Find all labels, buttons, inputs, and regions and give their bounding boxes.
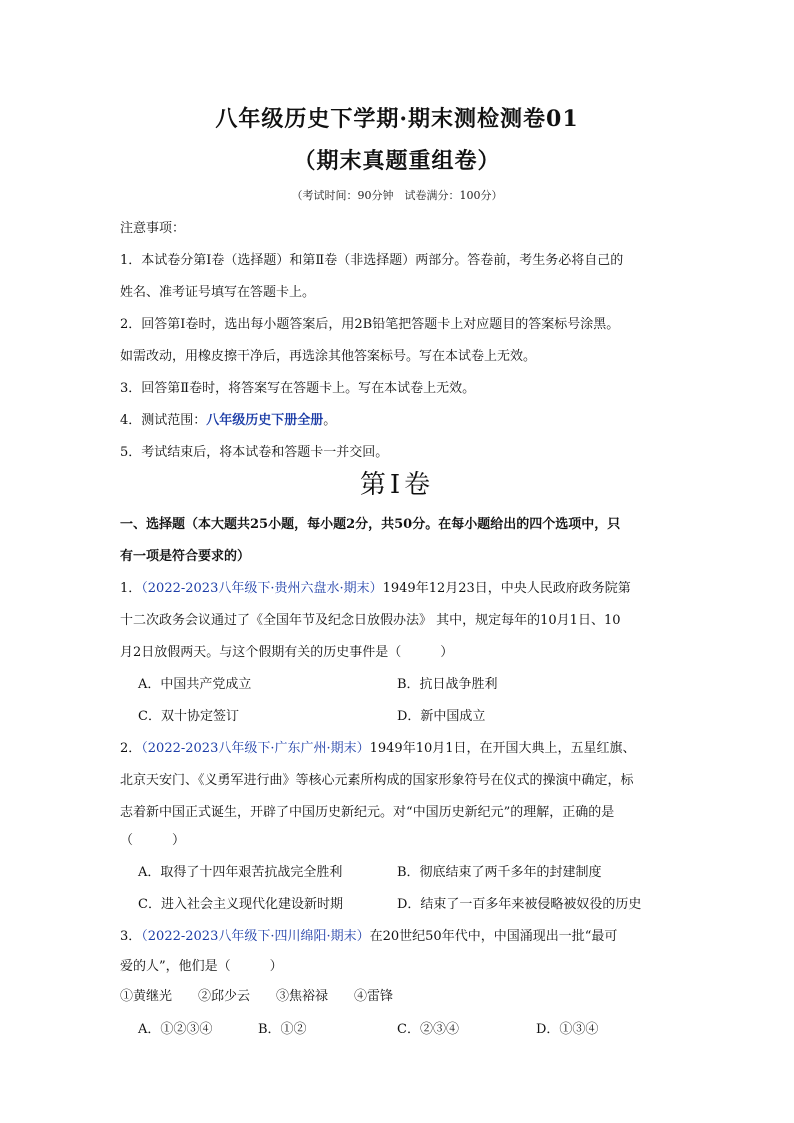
note-1-line-1: 1．本试卷分第Ⅰ卷（选择题）和第Ⅱ卷（非选择题）两部分。答卷前，考生务必将自己的 — [120, 253, 624, 268]
note-4-scope: 八年级历史下册全册 — [206, 413, 324, 428]
exam-subtitle: （期末真题重组卷） — [293, 148, 501, 174]
note-4-prefix: 4．测试范围： — [120, 413, 207, 428]
q2-source: （2022-2023八年级下·广东广州·期末） — [141, 741, 370, 756]
q3-line-1 — [120, 925, 617, 944]
q3-option-d[interactable]: D．①③④ — [536, 1022, 599, 1037]
q1-line-3: 月2日放假两天。与这个假期有关的历史事件是（ ） — [120, 645, 454, 660]
section-title: 第Ⅰ卷 — [359, 470, 435, 500]
q2-option-c[interactable]: C．进入社会主义现代化建设新时期 — [138, 897, 343, 912]
q2-option-b[interactable]: B．彻底结束了两千多年的封建制度 — [397, 865, 602, 880]
q2-option-d[interactable]: D．结束了一百多年来被侵略被奴役的历史 — [397, 897, 642, 912]
q2-text-1: 1949年10月1日，在开国大典上，五星红旗、 — [369, 741, 636, 756]
exam-meta: （考试时间：90分钟 试卷满分：100分） — [291, 189, 503, 202]
note-2-line-2: 如需改动，用橡皮擦干净后，再选涂其他答案标号。写在本试卷上无效。 — [120, 349, 537, 364]
q3-items: ①黄继光 ②邱少云 ③焦裕禄 ④雷锋 — [120, 989, 394, 1004]
q3-source: （2022-2023八年级下·四川绵阳·期末） — [141, 929, 370, 944]
q2-number: 2． — [120, 741, 142, 756]
note-2-line-1: 2．回答第Ⅰ卷时，选出每小题答案后，用2B铅笔把答题卡上对应题目的答案标号涂黑。 — [120, 317, 620, 332]
q3-option-b[interactable]: B．①② — [258, 1022, 307, 1037]
note-4 — [120, 409, 336, 428]
q1-line-2: 十二次政务会议通过了《全国年节及纪念日放假办法》 其中，规定每年的10月1日、10 — [120, 613, 621, 628]
q1-option-d[interactable]: D．新中国成立 — [397, 709, 486, 724]
note-3: 3．回答第Ⅱ卷时，将答案写在答题卡上。写在本试卷上无效。 — [120, 381, 476, 396]
q3-number: 3． — [120, 929, 142, 944]
q2-line-2: 北京天安门、《义勇军进行曲》等核心元素所构成的国家形象符号在仪式的操演中确定，标 — [120, 773, 634, 788]
notes-heading: 注意事项： — [120, 221, 186, 236]
q2-line-3: 志着新中国正式诞生，开辟了中国历史新纪元。对“中国历史新纪元”的理解，正确的是 — [120, 805, 615, 820]
q1-source: （2022-2023八年级下·贵州六盘水·期末） — [141, 581, 383, 596]
q1-option-b[interactable]: B．抗日战争胜利 — [397, 677, 498, 692]
q1-option-c[interactable]: C．双十协定签订 — [138, 709, 239, 724]
q2-option-a[interactable]: A．取得了十四年艰苦抗战完全胜利 — [138, 865, 343, 880]
q1-number: 1． — [120, 581, 142, 596]
note-4-suffix: 。 — [323, 413, 337, 428]
q3-line-2: 爱的人”，他们是（ ） — [120, 959, 283, 974]
q2-line-4: （ ） — [120, 833, 186, 848]
note-1-line-2: 姓名、准考证号填写在答题卡上。 — [120, 285, 316, 300]
q1-line-1 — [120, 577, 631, 596]
exam-title: 八年级历史下学期·期末测检测卷01 — [215, 106, 579, 132]
q2-line-1 — [120, 737, 636, 756]
q1-option-a[interactable]: A．中国共产党成立 — [138, 677, 252, 692]
q3-option-a[interactable]: A．①②③④ — [138, 1022, 213, 1037]
q1-text-1: 1949年12月23日，中央人民政府政务院第 — [382, 581, 631, 596]
note-5: 5．考试结束后，将本试卷和答题卡一并交回。 — [120, 445, 389, 460]
q3-text-1: 在20世纪50年代中，中国涌现出一批“最可 — [369, 929, 618, 944]
part1-instructions-line-2: 有一项是符合要求的） — [120, 549, 251, 564]
part1-instructions-line-1: 一、选择题（本大题共25小题，每小题2分，共50分。在每小题给出的四个选项中，只 — [120, 517, 621, 532]
q3-option-c[interactable]: C．②③④ — [397, 1022, 459, 1037]
